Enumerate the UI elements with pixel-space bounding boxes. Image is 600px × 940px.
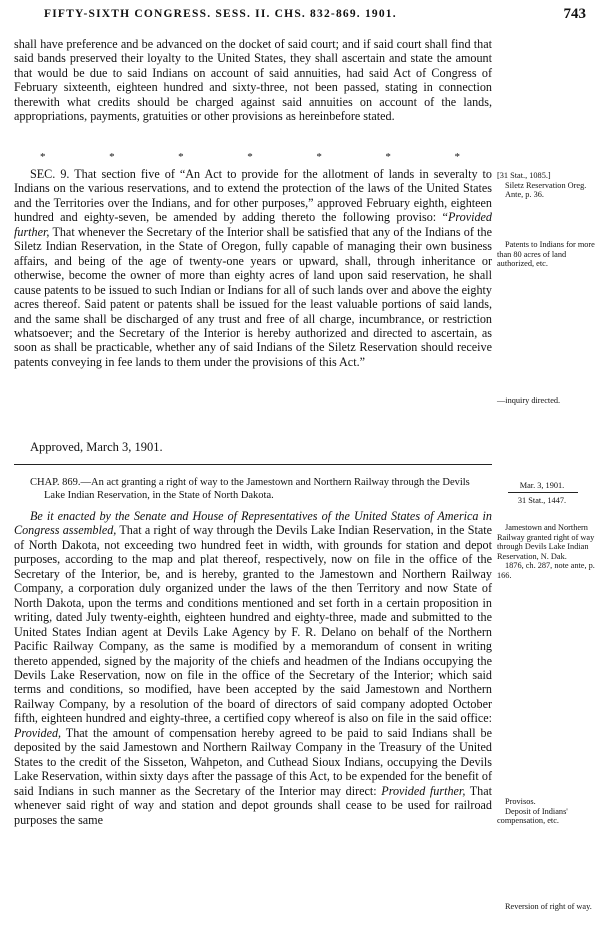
chapter-869-body bbox=[14, 509, 492, 827]
top-paragraph-text: shall have preference and be advanced on the docket of said court; and if said court shall find that said bands preserved their loyalty to the United States, they shall ascertain and state the amount that would be due to said Indians on account of said annuities, had said Act of Congress of February sixteenth, eighteen hundred and sixty-three, not been passed, stating in connection therewith what credits should be charged against said annuities on account of the lands, appropriations, payments, gratuities or other provisions as hereinbefore stated. bbox=[14, 37, 492, 124]
omission-stars bbox=[40, 151, 460, 163]
margin-text: Reversion of right of way. bbox=[505, 902, 592, 911]
star: * bbox=[385, 151, 391, 163]
provided-1: Provided, bbox=[14, 725, 62, 740]
margin-note-date bbox=[497, 481, 587, 491]
running-head: FIFTY-SIXTH CONGRESS. SESS. II. CHS. 832-869. 1901. bbox=[44, 8, 397, 20]
margin-reference: 1876, ch. 287, note ante, p. 166. bbox=[497, 561, 595, 580]
chapter-label: CHAP. 869. bbox=[30, 477, 81, 488]
margin-note-siletz bbox=[497, 171, 595, 200]
section-9 bbox=[14, 167, 492, 369]
margin-stat: 31 Stat., 1447. bbox=[517, 496, 567, 505]
margin-title: Provisos. bbox=[505, 797, 536, 806]
star: * bbox=[454, 151, 460, 163]
approved-line: Approved, March 3, 1901. bbox=[30, 440, 163, 454]
main-text-1: That a right of way through the Devils Lake Indian Reservation, in the State of North Dakota, not exceeding two hundred feet in width, with grounds for station and depot purposes, according to the map and plat thereof, respectively, now on file in the office of the Secretary of the Interior, be, and is hereby, granted to the Jamestown and Northern Railway Company, a corporation duly organized under the laws of the then Territory and now State of North Dakota, upon the terms and conditions mentioned and set forth in a certain proposition in writing, dated July twenty-eighth, eighteen hundred and eighty-three, made and submitted to the United States Indian agent at Devils Lake Agency by F. R. Delano on behalf of the Northern Pacific Railway Company, as the same is modified by a memorandum of consent in writing thereto appended, signed by the majority of the chiefs and headmen of the Indians occupying the Devils Lake Reservation, now on file in the office of the Secretary of the Interior; which said terms and conditions, so modified, have been accepted by the said Jamestown and Northern Railway Company, by a resolution of the board of directors of said company adopted October fifth, eighteen hundred and eighty-three, a certified copy whereof is also on file in the said office: bbox=[14, 523, 492, 726]
section-9-text bbox=[14, 167, 492, 369]
main-text-2: That the amount of compensation hereby agreed to be paid to said Indians shall be deposited by the said Jamestown and Northern Railway Company in the Treasury of the United States to the credit of the Sisseton, Wahpeton, and Cuthead Sioux Indians, occupying the Devils Lake Reservation, within sixty days after the passage of this Act, to be expended for the benefit of said Indians in such manner as the Secretary of the Interior may direct: bbox=[14, 725, 492, 798]
chapter-separator-rule bbox=[14, 464, 492, 465]
margin-reference: Ante, p. 36. bbox=[505, 190, 544, 200]
margin-note-stat bbox=[497, 496, 587, 506]
margin-note-reversion bbox=[497, 902, 595, 912]
margin-note-jamestown bbox=[497, 523, 595, 581]
margin-text: —inquiry directed. bbox=[497, 396, 561, 405]
margin-note-patents bbox=[497, 240, 595, 269]
section-9-proviso: Provided further, bbox=[14, 210, 492, 239]
star: * bbox=[109, 151, 115, 163]
main-text-3: That whenever said right of way and station and depot grounds shall cease to be used for railroad purposes the same bbox=[14, 783, 492, 827]
margin-title: Siletz Reservation Oreg. bbox=[505, 180, 587, 190]
chapter-869-text bbox=[14, 509, 492, 827]
page-header bbox=[14, 6, 588, 24]
chapter-caption-text: —An act granting a right of way to the Jamestown and Northern Railway through the Devils Lake Indian Reservation, in the State of North Dakota. bbox=[44, 477, 470, 501]
star: * bbox=[316, 151, 322, 163]
section-9-lead: SEC. 9. bbox=[30, 167, 70, 181]
section-9-before-proviso: That section five of “An Act to provide for the allotment of lands in severalty to Indians on the various reservations, and to extend the protection of the laws of the United States and the Territories over the Indians, and for other purposes,” approved February eighth, eighteen hundred and eighty-seven, be amended by adding thereto the following proviso: “ bbox=[14, 167, 492, 225]
margin-date: Mar. 3, 1901. bbox=[519, 481, 565, 490]
margin-note-provisos bbox=[497, 797, 595, 826]
margin-text: Deposit of Indians' compensation, etc. bbox=[497, 806, 568, 826]
section-9-after-proviso: That whenever the Secretary of the Interior shall be satisfied that any of the Indians of the Siletz Indian Reservation, in the State of Oregon, fully capable of managing their own business affairs, and being of the age of twenty-one years or upward, shall, through inheritance or otherwise, become the owner of more than eighty acres of land upon said reservation, he shall cause patents to be issued to such Indian or Indians for all of such lands over and above the eighty acres thereof. Said patent or patents shall be issued for the least valuable portions of said lands, and the same shall be discharged of any trust and free of all charge, incumbrance, or restriction whatsoever; and the Secretary of the Interior is hereby authorized and directed to ascertain, as soon as shall be practicable, whether any of said Indians of the Siletz Reservation should receive patents conveying in fee lands to them under the provisions of this Act.” bbox=[14, 224, 492, 369]
provided-2: Provided further, bbox=[381, 783, 466, 798]
enacting-clause: Be it enacted by the Senate and House of Representatives of the United States of America in Congress assembled, bbox=[14, 509, 492, 538]
margin-text: Patents to Indians for more than 80 acres of land authorized, etc. bbox=[497, 240, 595, 269]
margin-note-inquiry bbox=[497, 396, 595, 406]
star: * bbox=[247, 151, 253, 163]
star: * bbox=[40, 151, 46, 163]
margin-citation: [31 Stat., 1085.] bbox=[497, 171, 551, 180]
star: * bbox=[178, 151, 184, 163]
margin-rule bbox=[508, 492, 578, 493]
chapter-caption bbox=[14, 476, 492, 502]
top-paragraph bbox=[14, 37, 492, 124]
page-number: 743 bbox=[563, 6, 586, 22]
chapter-heading bbox=[14, 476, 492, 502]
margin-title: Jamestown and Northern Railway granted right of way through Devils Lake Indian Reservation, N. Dak. bbox=[497, 523, 595, 561]
